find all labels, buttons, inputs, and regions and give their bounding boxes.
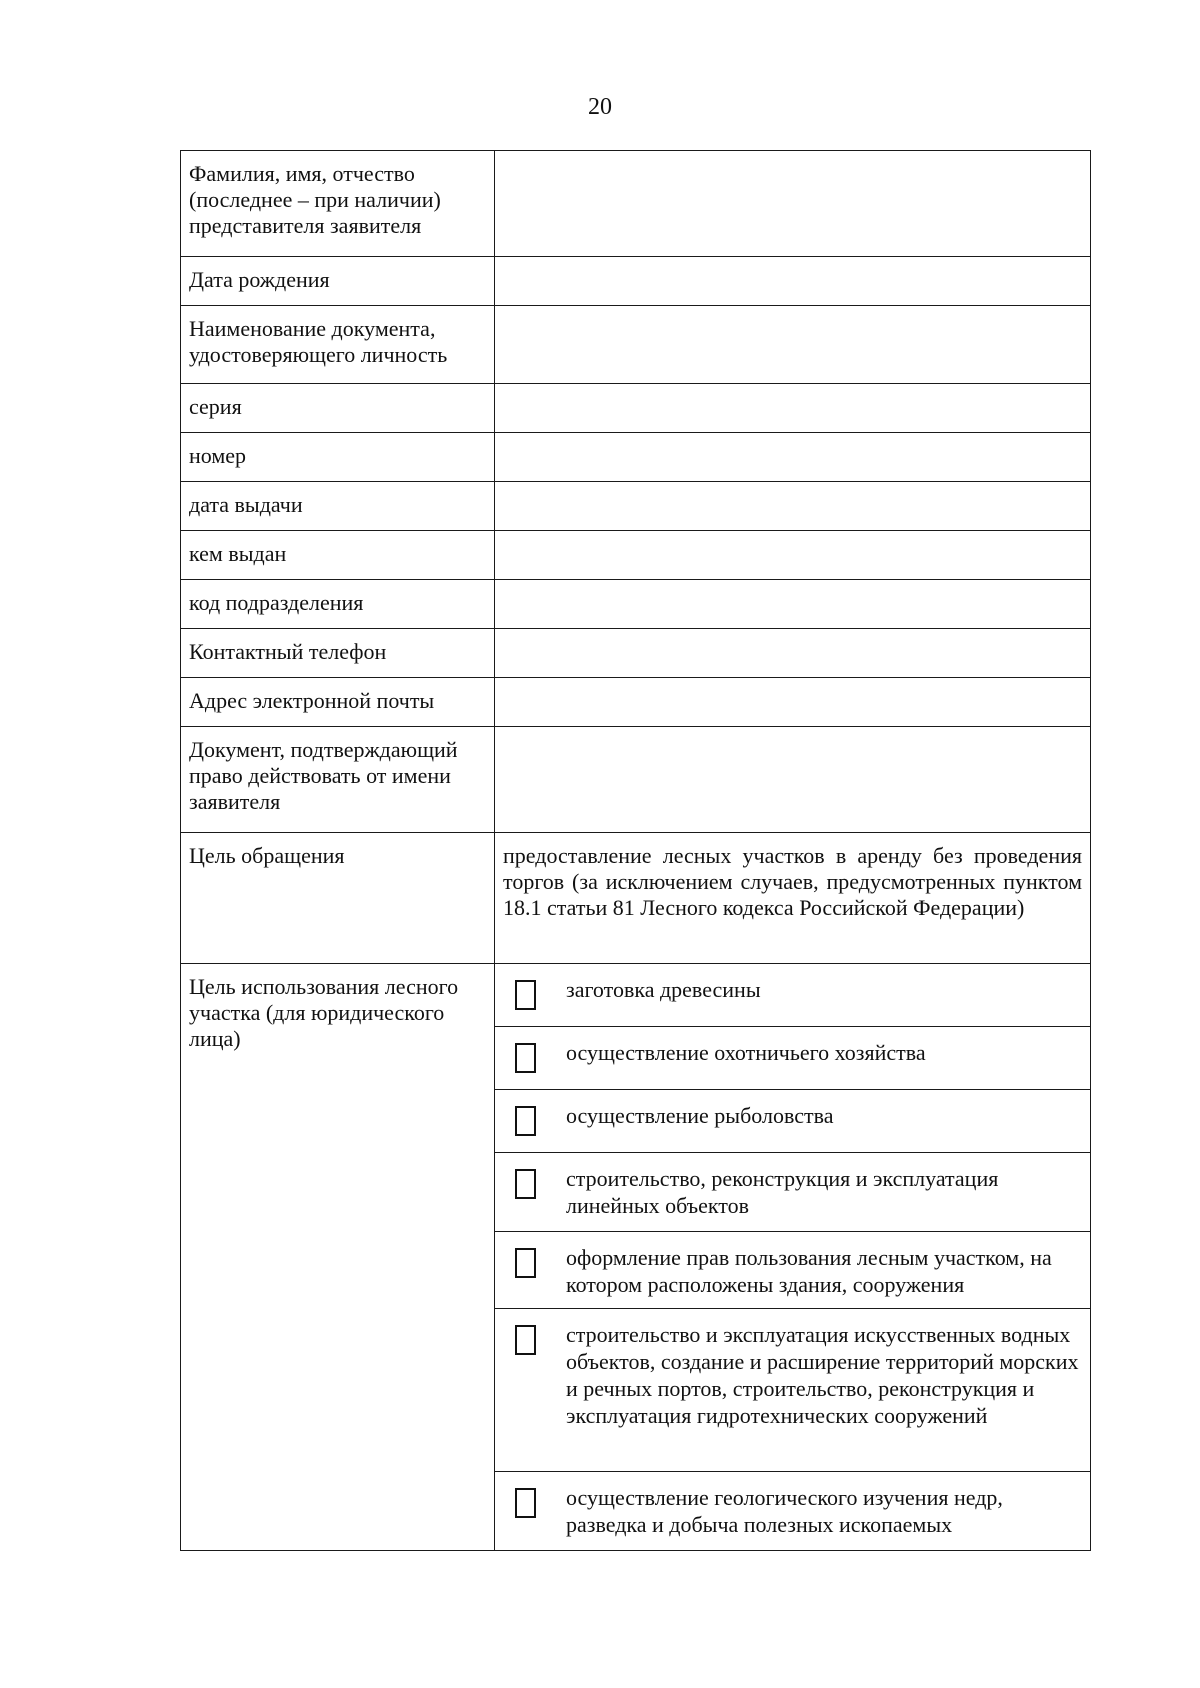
field-label-issued-by: кем выдан bbox=[181, 531, 495, 580]
field-label-id-document: Наименование документа, удостоверяющего личность bbox=[181, 306, 495, 384]
field-label-number: номер bbox=[181, 433, 495, 482]
table-row bbox=[181, 629, 1091, 678]
field-label-phone: Контактный телефон bbox=[181, 629, 495, 678]
land-use-options bbox=[495, 964, 1091, 1551]
checkbox[interactable] bbox=[515, 1169, 536, 1199]
field-label-land-use-purpose: Цель использования лесного участка (для юридического лица) bbox=[181, 964, 495, 1551]
table-row bbox=[181, 306, 1091, 384]
table-row bbox=[181, 678, 1091, 727]
checkbox[interactable] bbox=[515, 1106, 536, 1136]
field-value-email[interactable] bbox=[495, 678, 1091, 727]
option-label: строительство и эксплуатация искусственных водных объектов, создание и расширение территорий морских и речных портов, строительство, реконструкция и эксплуатация гидротехнических сооружений bbox=[566, 1322, 1079, 1428]
table-row bbox=[181, 433, 1091, 482]
option-label: строительство, реконструкция и эксплуатация линейных объектов bbox=[566, 1166, 999, 1218]
checkbox[interactable] bbox=[515, 1488, 536, 1518]
field-value-birth-date[interactable] bbox=[495, 257, 1091, 306]
option-label: осуществление рыболовства bbox=[566, 1103, 834, 1128]
option-geological-study bbox=[495, 1472, 1090, 1550]
field-label-representative-name: Фамилия, имя, отчество (последнее – при наличии) представителя заявителя bbox=[181, 151, 495, 257]
option-buildings-rights bbox=[495, 1232, 1090, 1309]
field-label-issue-date: дата выдачи bbox=[181, 482, 495, 531]
field-value-division-code[interactable] bbox=[495, 580, 1091, 629]
option-label: оформление прав пользования лесным участком, на котором расположены здания, сооружения bbox=[566, 1245, 1052, 1297]
option-label: осуществление охотничьего хозяйства bbox=[566, 1040, 926, 1065]
field-value-issue-date[interactable] bbox=[495, 482, 1091, 531]
page-number: 20 bbox=[588, 94, 612, 120]
table-row bbox=[181, 580, 1091, 629]
field-label-authority-document: Документ, подтверждающий право действовать от имени заявителя bbox=[181, 727, 495, 833]
field-value-series[interactable] bbox=[495, 384, 1091, 433]
option-label: осуществление геологического изучения недр, разведка и добыча полезных ископаемых bbox=[566, 1485, 1003, 1537]
table-row bbox=[181, 384, 1091, 433]
field-value-issued-by[interactable] bbox=[495, 531, 1091, 580]
applicant-representative-form bbox=[180, 150, 1091, 1551]
field-label-email: Адрес электронной почты bbox=[181, 678, 495, 727]
field-label-request-purpose: Цель обращения bbox=[181, 833, 495, 964]
table-row bbox=[181, 151, 1091, 257]
checkbox[interactable] bbox=[515, 1043, 536, 1073]
field-value-phone[interactable] bbox=[495, 629, 1091, 678]
field-label-series: серия bbox=[181, 384, 495, 433]
field-value-representative-name[interactable] bbox=[495, 151, 1091, 257]
option-water-objects-ports bbox=[495, 1309, 1090, 1472]
option-hunting bbox=[495, 1027, 1090, 1090]
field-value-request-purpose: предоставление лесных участков в аренду без проведения торгов (за исключением случаев, предусмотренных пунктом 18.1 статьи 81 Лесного кодекса Российской Федерации) bbox=[495, 833, 1091, 964]
field-label-division-code: код подразделения bbox=[181, 580, 495, 629]
table-row bbox=[181, 964, 1091, 1551]
checkbox[interactable] bbox=[515, 980, 536, 1010]
field-value-authority-document[interactable] bbox=[495, 727, 1091, 833]
table-row bbox=[181, 482, 1091, 531]
table-row bbox=[181, 257, 1091, 306]
option-fishing bbox=[495, 1090, 1090, 1153]
option-label: заготовка древесины bbox=[566, 977, 761, 1002]
field-label-birth-date: Дата рождения bbox=[181, 257, 495, 306]
option-linear-objects bbox=[495, 1153, 1090, 1232]
field-value-id-document[interactable] bbox=[495, 306, 1091, 384]
option-timber-harvesting bbox=[495, 964, 1090, 1027]
table-row bbox=[181, 531, 1091, 580]
table-row bbox=[181, 833, 1091, 964]
field-value-number[interactable] bbox=[495, 433, 1091, 482]
checkbox[interactable] bbox=[515, 1325, 536, 1355]
table-row bbox=[181, 727, 1091, 833]
checkbox[interactable] bbox=[515, 1248, 536, 1278]
